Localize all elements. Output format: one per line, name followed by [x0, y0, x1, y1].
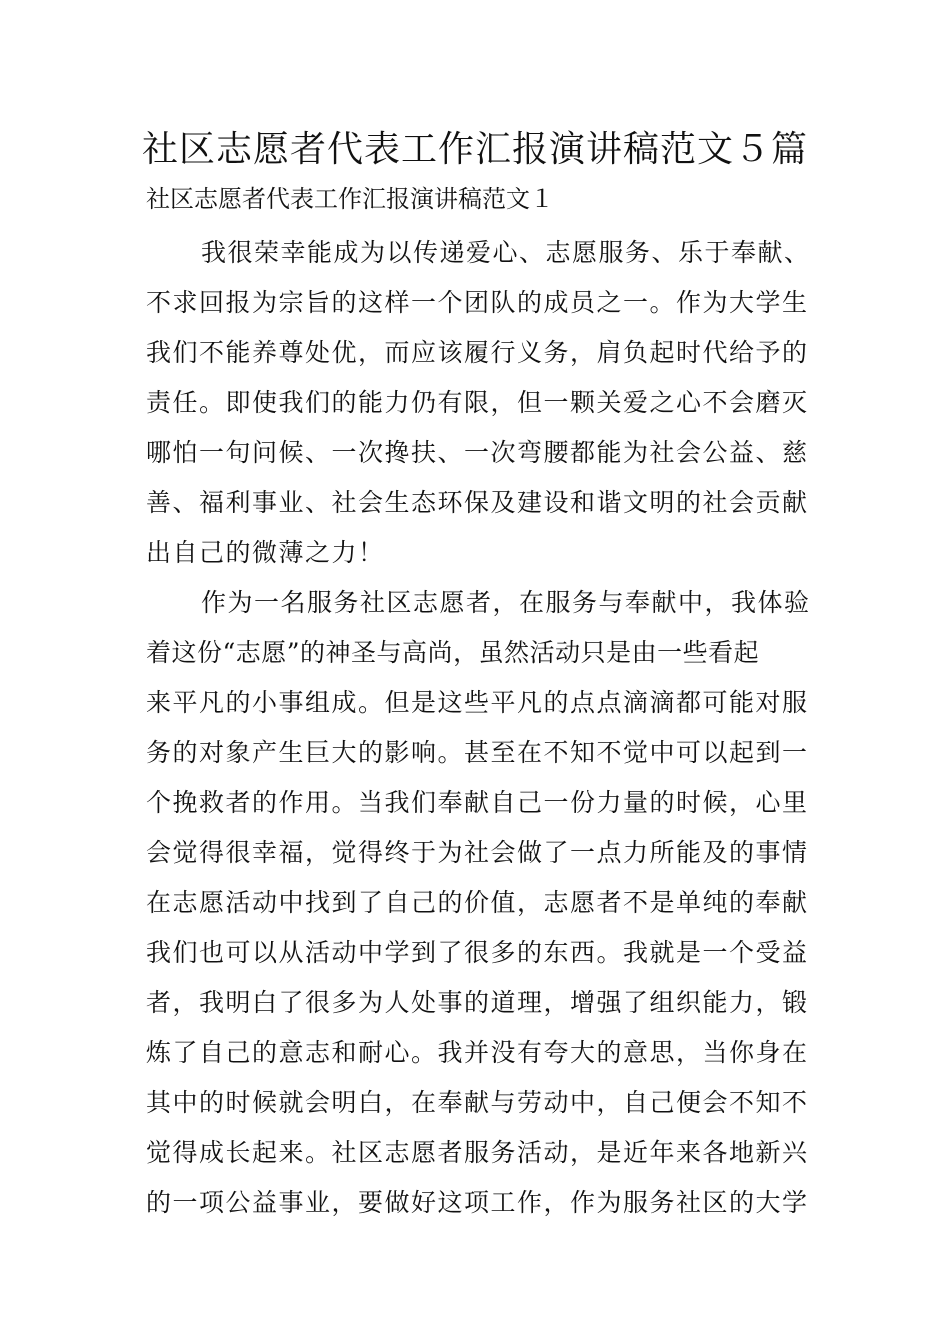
text-line: 我很荣幸能成为以传递爱心、志愿服务、乐于奉献、: [201, 238, 811, 267]
text-line: 会觉得很幸福，觉得终于为社会做了一点力所能及的事情: [146, 838, 809, 867]
text-line: 觉得成长起来。社区志愿者服务活动，是近年来各地新兴: [146, 1138, 809, 1167]
text-line: 来平凡的小事组成。但是这些平凡的点点滴滴都可能对服: [146, 688, 809, 717]
text-line: 个挽救者的作用。当我们奉献自己一份力量的时候，心里: [146, 788, 809, 817]
text-line: 不求回报为宗旨的这样一个团队的成员之一。作为大学生: [146, 288, 809, 317]
text-line: 务的对象产生巨大的影响。甚至在不知不觉中可以起到一: [146, 738, 809, 767]
text-line: 在志愿活动中找到了自己的价值，志愿者不是单纯的奉献: [146, 888, 809, 917]
text-line: 责任。即使我们的能力仍有限，但一颗关爱之心不会磨灭: [146, 388, 809, 417]
text-line: 善、福利事业、社会生态环保及建设和谐文明的社会贡献: [146, 488, 809, 517]
text-line: 着这份“志愿”的神圣与高尚，虽然活动只是由一些看起: [146, 638, 760, 667]
text-line: 炼了自己的意志和耐心。我并没有夸大的意思，当你身在: [146, 1038, 809, 1067]
text-line: 哪怕一句问候、一次搀扶、一次弯腰都能为社会公益、慈: [146, 438, 809, 467]
paragraph-1: [146, 228, 811, 578]
text-line: 的一项公益事业，要做好这项工作，作为服务社区的大学: [146, 1188, 809, 1217]
text-line: 作为一名服务社区志愿者，在服务与奉献中，我体验: [201, 588, 811, 617]
text-line: 其中的时候就会明白，在奉献与劳动中，自己便会不知不: [146, 1088, 809, 1117]
document-title: 社区志愿者代表工作汇报演讲稿范文５篇: [141, 129, 808, 170]
text-line: 我们不能养尊处优，而应该履行义务，肩负起时代给予的: [146, 338, 809, 367]
section-subtitle: 社区志愿者代表工作汇报演讲稿范文１: [146, 185, 554, 213]
text-line: 我们也可以从活动中学到了很多的东西。我就是一个受益: [146, 938, 809, 967]
document-body: [146, 228, 811, 1228]
text-line: 者，我明白了很多为人处事的道理，增强了组织能力，锻: [146, 988, 809, 1017]
paragraph-2: [146, 578, 811, 1228]
text-line: 出自己的微薄之力！: [146, 538, 385, 567]
